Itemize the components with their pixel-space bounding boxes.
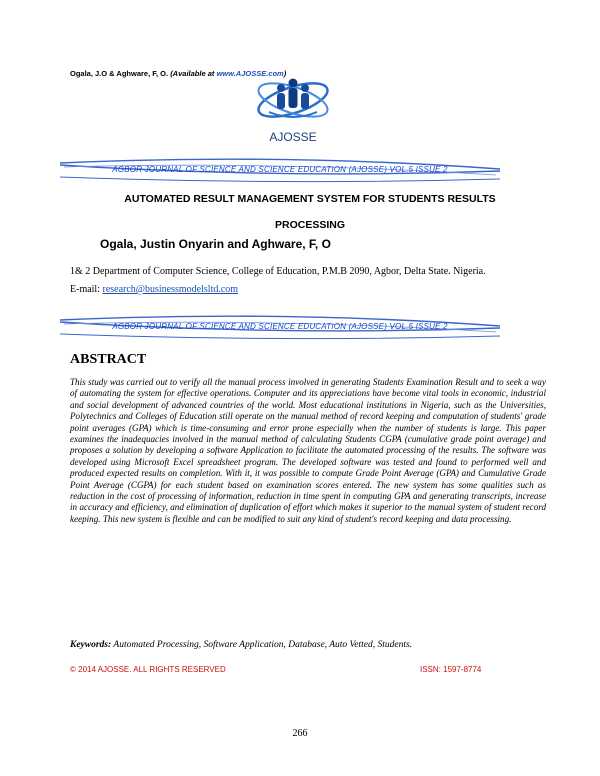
issn-number: ISSN: 1597-8774 [420,665,482,674]
available-prefix: (Available at [170,69,215,78]
abstract-heading: ABSTRACT [70,352,147,367]
running-head-authors: Ogala, J.O & Aghware, F, O. [70,69,169,78]
paper-title-line1: AUTOMATED RESULT MANAGEMENT SYSTEM FOR STUDENTS RESULTS [124,193,496,205]
journal-logo [253,70,333,150]
author-affiliation: 1& 2 Department of Computer Science, College of Education, P.M.B 2090, Agbor, Delta State. Nigeria. [70,266,486,277]
banner-text: AGBOR JOURNAL OF SCIENCE AND SCIENCE EDUCATION (AJOSSE) VOL.5 ISSUE 2 [112,165,448,174]
journal-banner-bottom [60,312,500,342]
banner-text: AGBOR JOURNAL OF SCIENCE AND SCIENCE EDUCATION (AJOSSE) VOL.5 ISSUE 2 [112,322,448,331]
page-number: 266 [292,728,308,739]
keywords-label: Keywords: [70,640,112,650]
keywords [70,640,412,650]
email-link[interactable]: research@businessmodelsltd.com [102,284,239,295]
author-email [70,284,238,295]
copyright-notice: © 2014 AJOSSE. ALL RIGHTS RESERVED [70,665,226,674]
paper-authors: Ogala, Justin Onyarin and Aghware, F, O [100,237,331,251]
logo-text: AJOSSE [269,130,317,144]
abstract-body: This study was carried out to verify all the manual process involved in generating Students Examination Result and to seek a way of automating the system for effective operations. Computer and its appreciations have become vital tools in economic, industrial and social development of advanced countries of the world. Most educational institutions in Nigeria, such as the Universities, Polytechnics and Colleges of Education still operate on the manual method of record keeping and computation of students' grade point averages (GPA) which is time-consuming and error prone especially when the number of students is large. This paper examines the inadequacies involved in the manual method of calculating Students CGPA (cumulative grade point average) and proposes a solution by developing a software Application to facilitate the automated processing of the results. The software was developed using Microsoft Excel spreadsheet program. The developed software was tested and found to performed well and produced expected results on completion. With it, it was possible to compute Grade Point Average (GPA) and Cumulative Grade Point Average (CGPA) for each student based on examination scores entered. The new system has some qualities such as reduction in the cost of processing of information, reduction in time spent in computing GPA and generating transcripts, increase in accuracy and efficiency, and elimination of duplication of effort which makes it superior to the manual system of student record keeping. This new system is flexible and can be modified to suit any kind of student's record keeping and data processing. [70,377,546,524]
available-suffix: ) [283,69,287,78]
email-label: E-mail: [70,284,100,295]
journal-banner-top [60,155,500,185]
keywords-list: Automated Processing, Software Application, Database, Auto Vetted, Students. [113,640,413,650]
paper-title-line2: PROCESSING [274,219,345,231]
journal-website-link[interactable]: www.AJOSSE.com [216,69,284,78]
